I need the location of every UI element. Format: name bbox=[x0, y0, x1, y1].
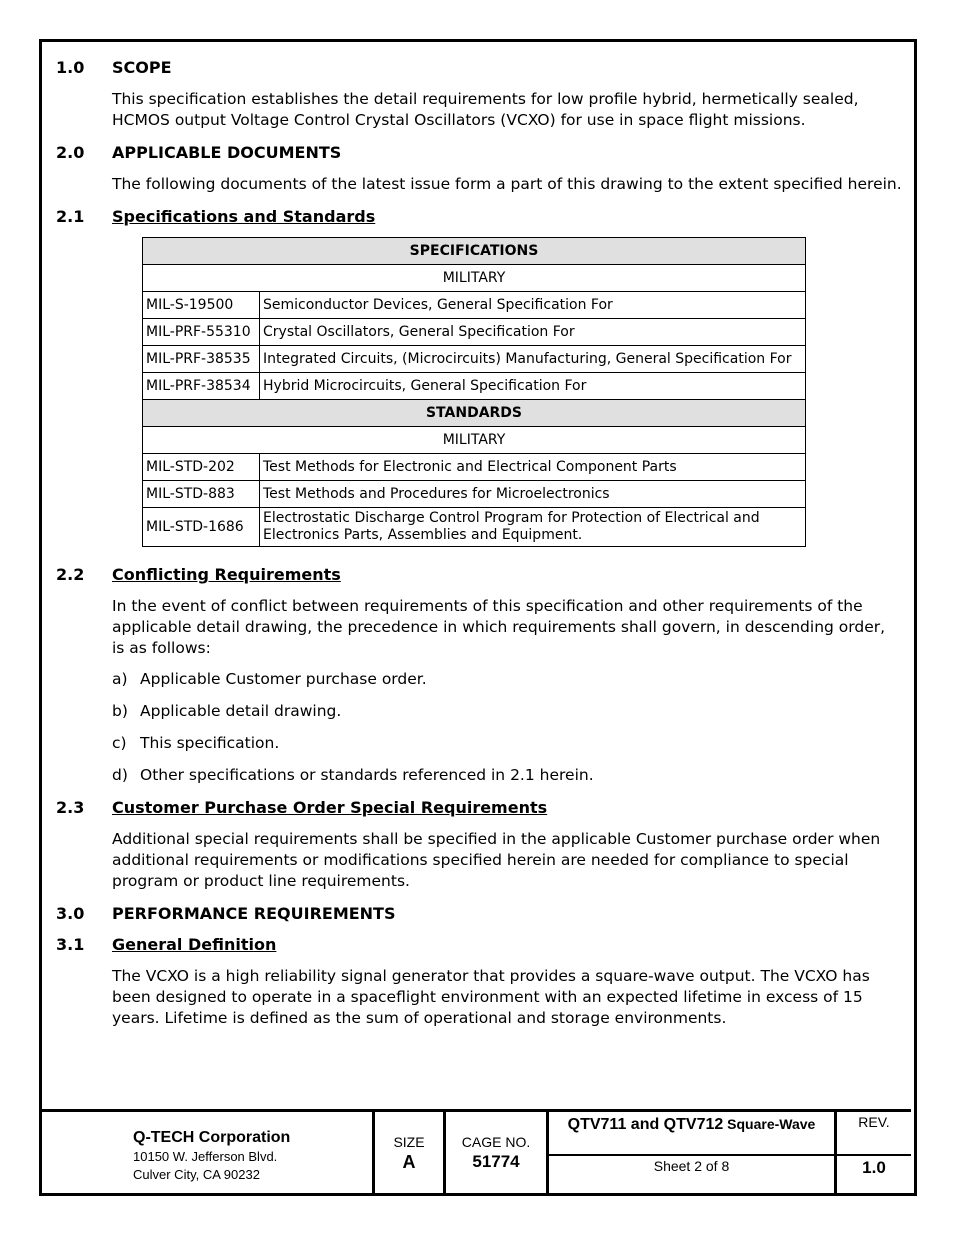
doc-description: Test Methods and Procedures for Microelectronics bbox=[260, 481, 806, 508]
doc-description: Semiconductor Devices, General Specification For bbox=[260, 292, 806, 319]
section-number: 2.2 bbox=[56, 565, 85, 584]
section-title: General Definition bbox=[112, 935, 277, 954]
drawing-title-main: QTV711 and QTV712 bbox=[567, 1116, 724, 1133]
list-item bbox=[112, 702, 341, 720]
doc-code: MIL-PRF-55310 bbox=[143, 319, 260, 346]
table-row bbox=[143, 481, 806, 508]
list-text: This specification. bbox=[140, 734, 280, 752]
size-value: A bbox=[402, 1152, 416, 1172]
revision-block bbox=[837, 1112, 911, 1195]
divider bbox=[549, 1154, 834, 1156]
section-paragraph: In the event of conflict between requirements of this specification and other requirements of the applicable detail drawing, the precedence in which requirements shall govern, in descending order, is as follows: bbox=[112, 597, 886, 657]
doc-code: MIL-STD-202 bbox=[143, 454, 260, 481]
section-title: SCOPE bbox=[112, 58, 172, 77]
rev-label: REV. bbox=[858, 1114, 890, 1130]
section-title: PERFORMANCE REQUIREMENTS bbox=[112, 904, 396, 923]
table-subheader-military: MILITARY bbox=[143, 265, 806, 292]
doc-code: MIL-PRF-38535 bbox=[143, 346, 260, 373]
list-label: b) bbox=[112, 702, 128, 720]
section-number: 1.0 bbox=[56, 58, 85, 77]
section-title: APPLICABLE DOCUMENTS bbox=[112, 143, 342, 162]
doc-code: MIL-STD-883 bbox=[143, 481, 260, 508]
company-address-line1: 10150 W. Jefferson Blvd. bbox=[133, 1149, 278, 1164]
section-paragraph: The following documents of the latest issue form a part of this drawing to the extent specified herein. bbox=[112, 175, 902, 193]
doc-code: MIL-PRF-38534 bbox=[143, 373, 260, 400]
section-paragraph: The VCXO is a high reliability signal generator that provides a square-wave output. The VCXO has been designed to operate in a spaceflight environment with an expected lifetime in excess of 15 years. Lifetime is defined as the sum of operational and storage environments. bbox=[112, 967, 870, 1027]
list-item bbox=[112, 670, 427, 688]
company-name: Q-TECH Corporation bbox=[133, 1129, 291, 1146]
drawing-title-rest: Square-Wave bbox=[723, 1116, 816, 1132]
doc-description: Crystal Oscillators, General Specification For bbox=[260, 319, 806, 346]
list-item bbox=[112, 734, 279, 752]
list-label: d) bbox=[112, 766, 128, 784]
table-header-standards: STANDARDS bbox=[143, 400, 806, 427]
list-text: Applicable detail drawing. bbox=[140, 702, 342, 720]
company-address-line2: Culver City, CA 90232 bbox=[133, 1167, 260, 1182]
table-row bbox=[143, 319, 806, 346]
sheet-number: Sheet 2 of 8 bbox=[653, 1158, 730, 1174]
doc-description: Test Methods for Electronic and Electrical Component Parts bbox=[260, 454, 806, 481]
section-number: 3.1 bbox=[56, 935, 85, 954]
table-subheader-military: MILITARY bbox=[143, 427, 806, 454]
list-label: a) bbox=[112, 670, 128, 688]
cage-value: 51774 bbox=[472, 1152, 520, 1171]
cage-label: CAGE NO. bbox=[461, 1134, 531, 1150]
drawing-title bbox=[555, 1115, 828, 1134]
size-label: SIZE bbox=[393, 1134, 425, 1150]
size-block bbox=[375, 1112, 443, 1195]
table-row bbox=[143, 508, 806, 547]
rev-value: 1.0 bbox=[862, 1158, 886, 1177]
section-number: 3.0 bbox=[56, 904, 85, 923]
doc-code: MIL-STD-1686 bbox=[143, 508, 260, 547]
section-number: 2.3 bbox=[56, 798, 85, 817]
section-title: Customer Purchase Order Special Requirements bbox=[112, 798, 548, 817]
section-title: Conflicting Requirements bbox=[112, 565, 341, 584]
specifications-table bbox=[142, 237, 806, 547]
table-row bbox=[143, 373, 806, 400]
table-row bbox=[143, 454, 806, 481]
doc-description: Hybrid Microcircuits, General Specification For bbox=[260, 373, 806, 400]
doc-description: Integrated Circuits, (Microcircuits) Manufacturing, General Specification For bbox=[260, 346, 806, 373]
company-block bbox=[41, 1112, 373, 1195]
section-paragraph: This specification establishes the detail requirements for low profile hybrid, hermetically sealed, HCMOS output Voltage Control Crystal Oscillators (VCXO) for use in space flight missions. bbox=[112, 90, 859, 129]
list-text: Applicable Customer purchase order. bbox=[140, 670, 427, 688]
doc-description: Electrostatic Discharge Control Program for Protection of Electrical and Electronics Parts, Assemblies and Equipment. bbox=[260, 508, 806, 547]
section-paragraph: Additional special requirements shall be specified in the applicable Customer purchase order when additional requirements or modifications specified herein are needed for compliance to special program or product line requirements. bbox=[112, 830, 881, 890]
table-row bbox=[143, 292, 806, 319]
section-title: Specifications and Standards bbox=[112, 207, 376, 226]
title-block bbox=[41, 1109, 911, 1195]
drawing-title-block bbox=[549, 1112, 834, 1195]
list-item bbox=[112, 766, 594, 784]
list-label: c) bbox=[112, 734, 127, 752]
section-number: 2.0 bbox=[56, 143, 85, 162]
divider bbox=[837, 1154, 911, 1156]
doc-code: MIL-S-19500 bbox=[143, 292, 260, 319]
list-text: Other specifications or standards referenced in 2.1 herein. bbox=[140, 766, 594, 784]
table-header-specifications: SPECIFICATIONS bbox=[143, 238, 806, 265]
section-number: 2.1 bbox=[56, 207, 85, 226]
table-row bbox=[143, 346, 806, 373]
cage-block bbox=[446, 1112, 546, 1195]
